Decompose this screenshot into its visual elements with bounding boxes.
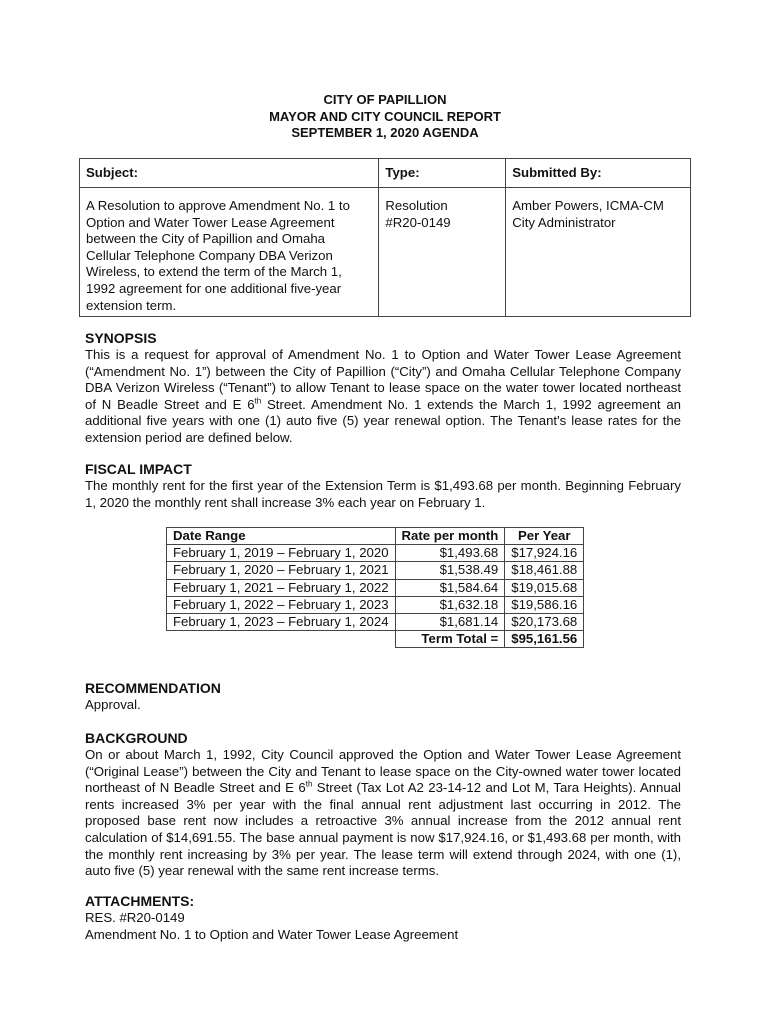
rent-table-row — [167, 562, 584, 579]
subject-text: A Resolution to approve Amendment No. 1 to Option and Water Tower Lease Agreement between the City of Papillion and Omaha Cellular Telephone Company DBA Verizon Wireless, to extend the term of the March 1, 1992 agreement for one additional five-year extension term. — [80, 188, 379, 317]
rate-per-month-cell: $1,538.49 — [395, 562, 505, 579]
background-text: On or about March 1, 1992, City Council approved the Option and Water Tower Lease Agreement (“Original Lease”) between the City and Tenant to lease space on the City-owned water tower located northeast of N Beadle Street and E 6th Street (Tax Lot A2 23-14-12 and Lot M, Tara Heights). Annual rents increased 3% per year with the final annual rent adjustment last occurring in 2012. The proposed base rent now includes a retroactive 3% annual increase from the 2012 annual rent calculation of $14,691.55. The base annual payment is now $17,924.16, or $1,493.68 per month, with the monthly rent increasing by 3% per year. The lease term will extend through 2024, with one (1), auto five (5) year renewal with the same rent increase terms. — [85, 747, 681, 879]
report-header — [0, 92, 770, 142]
subject-header: Subject: — [80, 159, 379, 188]
date-range-cell: February 1, 2022 – February 1, 2023 — [167, 596, 396, 613]
submitted-by-header: Submitted By: — [506, 159, 691, 188]
term-total-label: Term Total = — [395, 631, 505, 648]
rate-per-month-header: Rate per month — [395, 528, 505, 545]
per-year-cell: $19,586.16 — [505, 596, 584, 613]
fiscal-impact-text: The monthly rent for the first year of the Extension Term is $1,493.68 per month. Beginning February 1, 2020 the monthly rent shall increase 3% each year on February 1. — [85, 478, 681, 510]
rent-schedule-table — [166, 527, 584, 648]
rate-per-month-cell: $1,584.64 — [395, 579, 505, 596]
per-year-cell: $17,924.16 — [505, 545, 584, 562]
per-year-cell: $18,461.88 — [505, 562, 584, 579]
synopsis-title: SYNOPSIS — [85, 330, 157, 346]
rent-table-header-row — [167, 528, 584, 545]
date-range-cell: February 1, 2019 – February 1, 2020 — [167, 545, 396, 562]
per-year-header: Per Year — [505, 528, 584, 545]
info-table-body-row — [80, 188, 691, 317]
rate-per-month-cell: $1,493.68 — [395, 545, 505, 562]
synopsis-text: This is a request for approval of Amendment No. 1 to Option and Water Tower Lease Agreement (“Amendment No. 1”) between the City of Papillion (“City”) and Omaha Cellular Telephone Company DBA Verizon Wireless (“Tenant”) to allow Tenant to lease space on the water tower located northeast of N Beadle Street and E 6th Street. Amendment No. 1 extends the March 1, 1992 agreement an additional five years with one (1) auto five (5) year renewal option. The Tenant's lease rates for the extension period are defined below. — [85, 347, 682, 445]
date-range-cell: February 1, 2023 – February 1, 2024 — [167, 614, 396, 631]
type-kind: Resolution — [385, 198, 448, 213]
per-year-cell: $20,173.68 — [505, 614, 584, 631]
header-city: CITY OF PAPILLION — [323, 92, 447, 107]
recommendation-text: Approval. — [85, 697, 141, 712]
type-cell — [379, 188, 506, 317]
per-year-cell: $19,015.68 — [505, 579, 584, 596]
info-table-header-row — [80, 159, 691, 188]
term-total-value: $95,161.56 — [505, 631, 584, 648]
submitted-by-cell — [506, 188, 691, 317]
background-section — [85, 730, 681, 880]
rent-table-row — [167, 614, 584, 631]
rent-total-row — [167, 631, 584, 648]
rent-table-row — [167, 596, 584, 613]
resolution-number: #R20-0149 — [385, 214, 451, 230]
recommendation-title: RECOMMENDATION — [85, 680, 221, 696]
rate-per-month-cell: $1,632.18 — [395, 596, 505, 613]
header-agenda-date: SEPTEMBER 1, 2020 AGENDA — [291, 125, 479, 140]
background-title: BACKGROUND — [85, 730, 188, 746]
type-header: Type: — [379, 159, 506, 188]
attachments-section — [85, 893, 681, 943]
attachments-title: ATTACHMENTS: — [85, 893, 195, 909]
rate-per-month-cell: $1,681.14 — [395, 614, 505, 631]
rent-table-row — [167, 545, 584, 562]
report-info-table — [79, 158, 691, 317]
synopsis-section — [85, 330, 681, 447]
fiscal-impact-title: FISCAL IMPACT — [85, 461, 192, 477]
date-range-cell: February 1, 2020 – February 1, 2021 — [167, 562, 396, 579]
attachment-item-amendment: Amendment No. 1 to Option and Water Tower Lease Agreement — [85, 926, 459, 942]
rent-table-row — [167, 579, 584, 596]
recommendation-section — [85, 680, 681, 714]
header-report-title: MAYOR AND CITY COUNCIL REPORT — [269, 108, 501, 124]
submitter-title: City Administrator — [512, 214, 616, 230]
date-range-cell: February 1, 2021 – February 1, 2022 — [167, 579, 396, 596]
attachment-item-resolution: RES. #R20-0149 — [85, 910, 185, 925]
date-range-header: Date Range — [167, 528, 396, 545]
fiscal-impact-section — [85, 461, 681, 511]
submitter-name: Amber Powers, ICMA-CM — [512, 198, 664, 213]
